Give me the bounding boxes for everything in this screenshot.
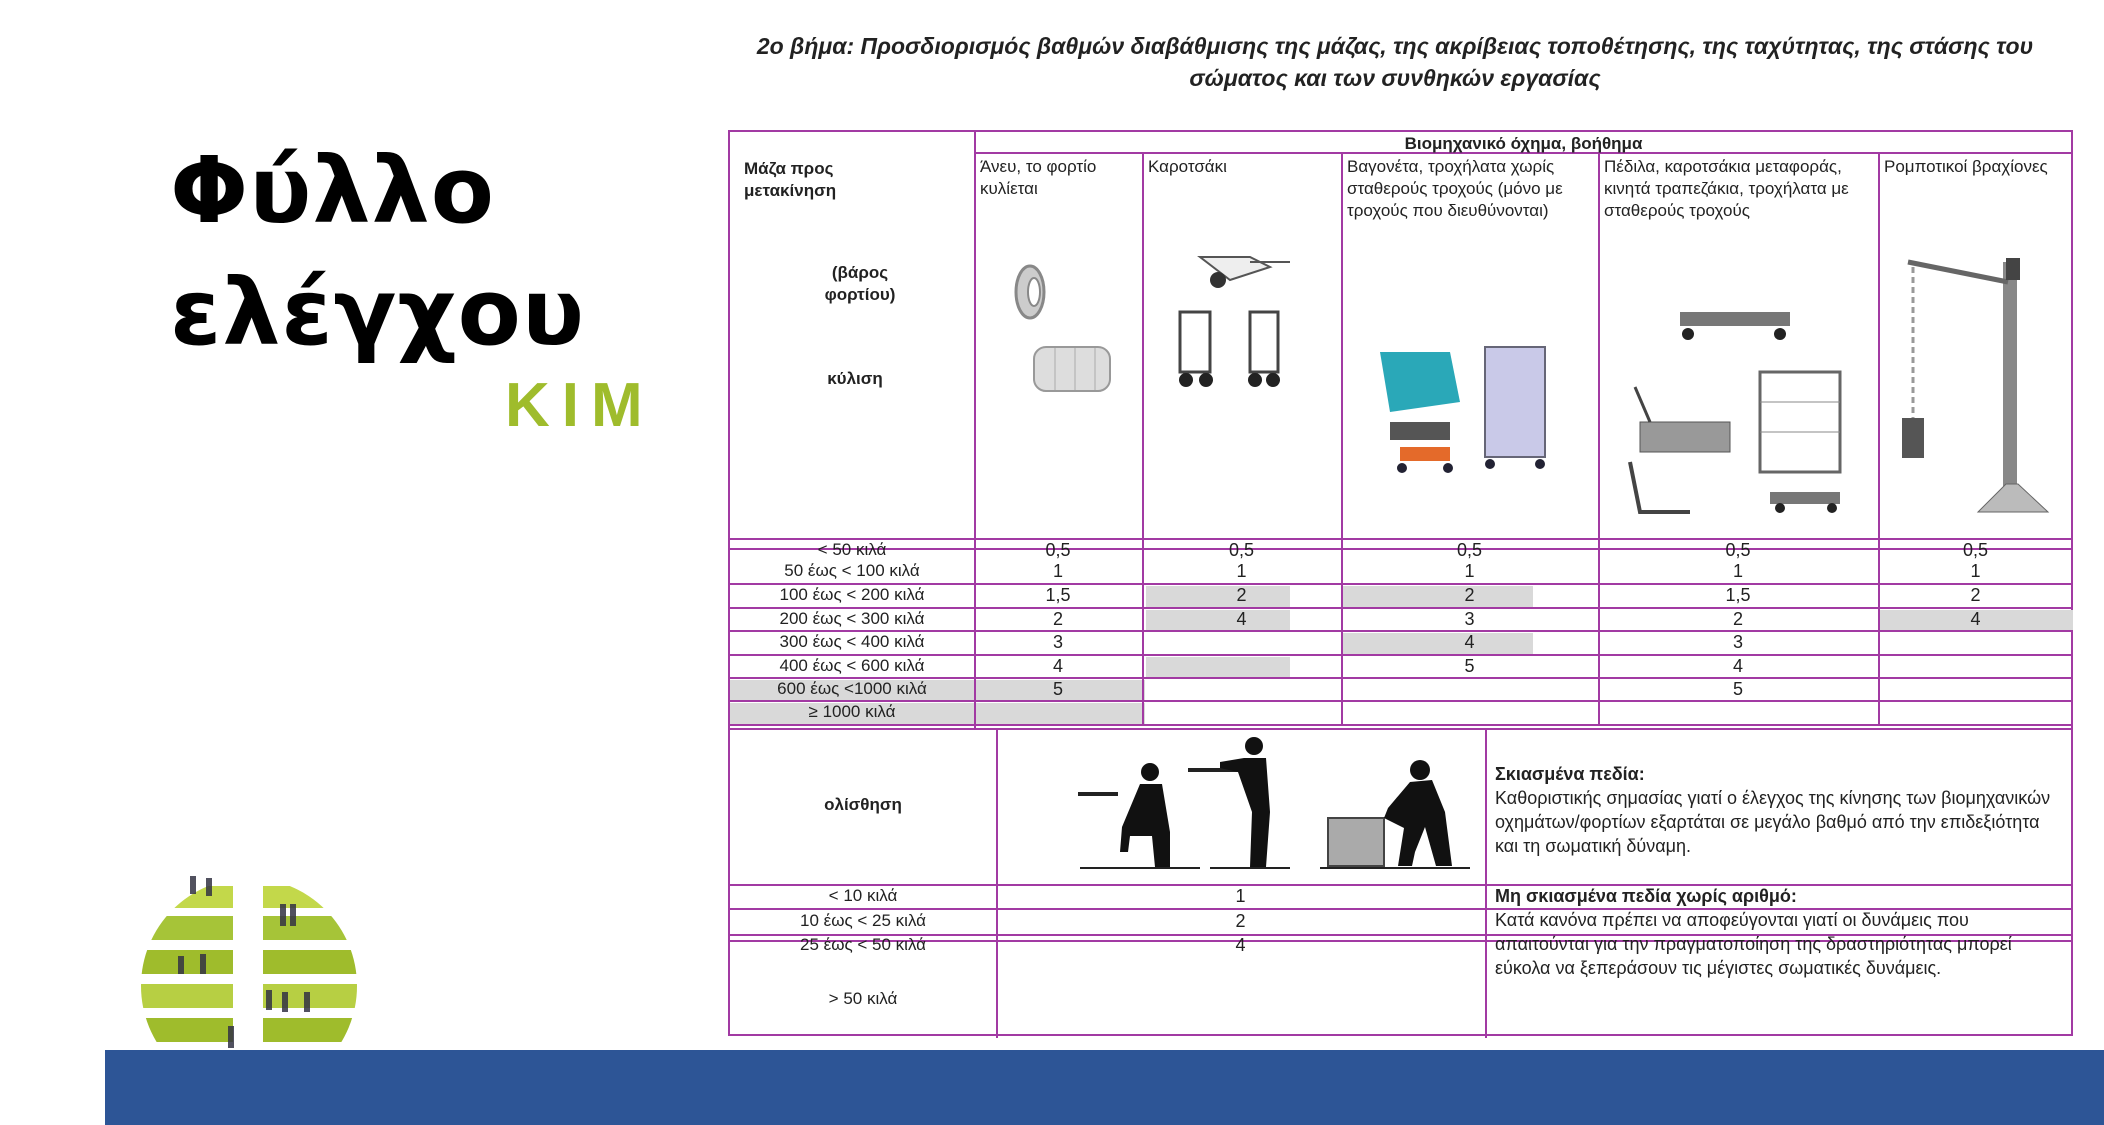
roll-icon xyxy=(1000,262,1120,402)
rating-value: 4 xyxy=(1235,935,1246,955)
rating-value: 4 xyxy=(1732,656,1743,676)
rating-value: 3 xyxy=(1464,609,1475,629)
shaded-cell xyxy=(1146,657,1290,678)
column-header-rolled: Άνευ, το φορτίο κυλίεται xyxy=(980,157,1097,198)
rolling-range: 600 έως <1000 κιλά xyxy=(777,679,927,698)
bottom-band xyxy=(105,1050,2104,1125)
title-line-1: Φύλλο xyxy=(170,137,495,244)
note-shaded-text: Καθοριστικής σημασίας γιατί ο έλεγχος της κίνησης των βιομηχανικών οχημάτων/φορτίων εξαρτάται σε μεγάλο βαθμό από την επιδεξιότητα και τη σωματική δύναμη. xyxy=(1495,788,2051,856)
hand-truck-icon xyxy=(1160,242,1310,402)
sliding-range: > 50 κιλά xyxy=(828,989,898,1008)
rating-value: 0,5 xyxy=(1045,540,1071,560)
rating-value: 4 xyxy=(1052,656,1063,676)
rating-value: 5 xyxy=(1732,679,1743,699)
rating-value: 2 xyxy=(1732,609,1743,629)
rating-value: 4 xyxy=(1236,609,1247,629)
rating-value: 3 xyxy=(1052,632,1063,652)
sliding-label: ολίσθηση xyxy=(824,795,902,814)
rolling-range: 100 έως < 200 κιλά xyxy=(779,585,925,604)
sliding-range: 25 έως < 50 κιλά xyxy=(799,935,927,954)
rating-value: 0,5 xyxy=(1725,540,1751,560)
rating-value: 0,5 xyxy=(1962,540,1989,560)
rating-value: 2 xyxy=(1970,585,1981,605)
rating-value: 2 xyxy=(1052,609,1063,629)
rating-value: 2 xyxy=(1236,585,1247,605)
rolling-range: < 50 κιλά xyxy=(817,540,887,559)
mass-label: Μάζα προς μετακίνηση xyxy=(744,159,837,200)
rolling-range: 300 έως < 400 κιλά xyxy=(779,632,925,651)
rating-value: 1,5 xyxy=(1045,585,1071,605)
rating-value: 1 xyxy=(1970,561,1981,581)
note-unshaded-title: Μη σκιασμένα πεδία χωρίς αριθμό: xyxy=(1495,886,1797,906)
rolling-range: 50 έως < 100 κιλά xyxy=(784,561,920,580)
rating-value: 4 xyxy=(1970,609,1981,629)
weight-label: (βάρος φορτίου) xyxy=(824,263,896,304)
rolling-range: 400 έως < 600 κιλά xyxy=(779,656,925,675)
group-header: Βιομηχανικό όχημα, βοήθημα xyxy=(1404,134,1643,153)
rating-value: 1 xyxy=(1235,886,1246,906)
rating-value: 4 xyxy=(1464,632,1475,652)
rolling-range: 200 έως < 300 κιλά xyxy=(779,609,925,628)
rating-value: 5 xyxy=(1052,679,1063,699)
rating-value: 1 xyxy=(1236,561,1247,581)
platform-carts-icon xyxy=(1610,292,1870,522)
sheet-title xyxy=(170,130,670,374)
robotic-arm-icon xyxy=(1888,222,2068,522)
rolling-label: κύλιση xyxy=(827,369,883,388)
rating-value: 5 xyxy=(1464,656,1475,676)
doc-title: 2ο βήμα: Προσδιορισμός βαθμών διαβάθμισης της μάζας, της ακρίβειας τοποθέτησης, της ταχύτητας, της στάσης του σώματος και των συνθηκών εργασίας xyxy=(756,33,2034,91)
column-header-trolley: Καροτσάκι xyxy=(1148,157,1227,176)
sliding-range: < 10 κιλά xyxy=(828,886,898,905)
rating-value: 1,5 xyxy=(1725,585,1751,605)
rating-value: 1 xyxy=(1052,561,1063,581)
title-line-2: ελέγχου xyxy=(170,259,585,366)
column-header-carts-fixed: Πέδιλα, καροτσάκια μεταφοράς, κινητά τραπεζάκια, τροχήλατα με σταθερούς τροχούς xyxy=(1604,157,1849,220)
subtitle-kim: ΚΙΜ xyxy=(505,371,655,440)
rating-value: 1 xyxy=(1464,561,1475,581)
sliding-range: 10 έως < 25 κιλά xyxy=(799,911,927,930)
rating-value: 0,5 xyxy=(1456,540,1483,560)
rating-value: 3 xyxy=(1732,632,1743,652)
column-header-robot-arms: Ρομποτικοί βραχίονες xyxy=(1884,157,2048,176)
rating-value: 1 xyxy=(1732,561,1743,581)
rating-value: 0,5 xyxy=(1228,540,1255,560)
column-header-carts-swivel: Βαγονέτα, τροχήλατα χωρίς σταθερούς τροχούς (μόνο με τροχούς που διευθύνονται) xyxy=(1347,157,1563,220)
rating-value: 2 xyxy=(1235,911,1246,931)
trolley-bins-icon xyxy=(1370,332,1580,492)
note-shaded-title: Σκιασμένα πεδία: xyxy=(1495,764,1645,784)
rating-value: 2 xyxy=(1464,585,1475,605)
workers-sliding-icon xyxy=(1070,732,1470,882)
note-unshaded-text: Κατά κανόνα πρέπει να αποφεύγονται γιατί οι δυνάμεις που απαιτούνται για την πραγματοποίηση της δραστηριότητας μπορεί εύκολα να ξεπεράσουν τις μέγιστες σωματικές δυνάμεις. xyxy=(1495,910,2012,978)
rating-table xyxy=(728,130,2073,1036)
notes-box xyxy=(1495,762,2055,980)
rolling-range: ≥ 1000 κιλά xyxy=(808,702,896,721)
